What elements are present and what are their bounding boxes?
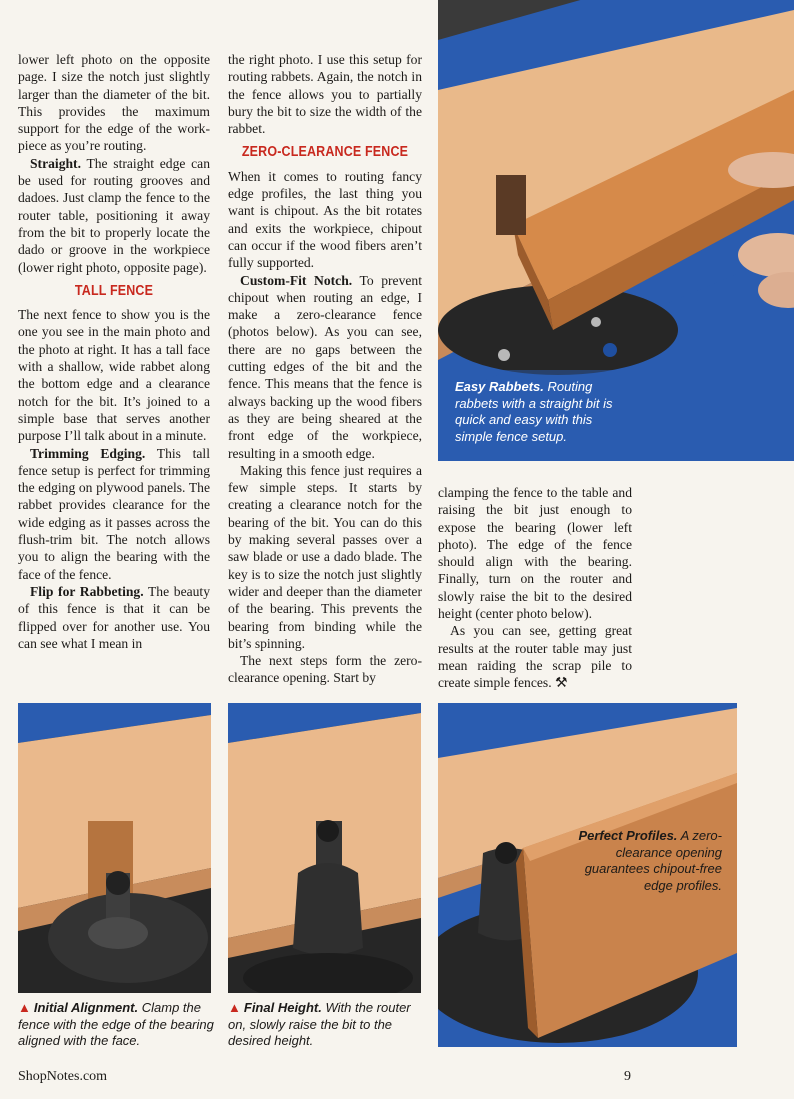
final-height-caption (228, 1000, 424, 1050)
initial-alignment-photo (18, 703, 211, 993)
article-column-2 (228, 51, 422, 687)
easy-rabbets-caption (455, 379, 620, 445)
paragraph-text: To prevent chipout when routing an edge, I make a zero-clearance fence (photos below). As you can see, there are no gaps between the cutting edges of the bit and the fence. This means that the fence is always backing up the wood fibers as they are being sheared at the front edge of the workpiece, resulting in a smooth edge. (228, 272, 422, 461)
caption-text: Clamp the fence with the edge of the bearing aligned with the face. (18, 1000, 214, 1048)
section-heading-zero-clearance: ZERO-CLEARANCE FENCE (241, 144, 409, 161)
caption-text: A zero-clearance opening guarantees chipout-free edge profiles. (584, 828, 722, 893)
body-paragraph: Making this fence just requires a few simple steps. It starts by creating a clearance notch for the bearing of the bit. You can do this by making several passes over a saw blade or use a dado blade. The key is to size the notch just slightly wider and deeper than the diameter of the bearing. This prevents the bearing from binding while the bit’s spinning. (228, 462, 422, 651)
body-paragraph (18, 445, 210, 583)
run-in-heading: Flip for Rabbeting. (30, 583, 144, 599)
article-column-3 (438, 484, 632, 693)
body-paragraph: When it comes to routing fancy edge profiles, the last thing you want is chipout. As the bit rotates and exits the workpiece, chipout can occur if the wood fibers aren’t fully supported. (228, 168, 422, 271)
caption-title: Initial Alignment. (33, 1000, 139, 1015)
page-number: 9 (624, 1069, 631, 1084)
article-column-1 (18, 51, 210, 652)
final-height-illustration (228, 703, 421, 993)
run-in-heading: Custom-Fit Notch. (240, 272, 353, 288)
paragraph-text: This tall fence setup is perfect for trimming the edging on plywood panels. The rabbet provides clearance for the wide edging as it passes across the flush-trim bit. The notch allows you to align the bearing with the face of the fence. (18, 445, 210, 582)
perfect-profiles-caption (560, 828, 722, 894)
caption-text: Routing rabbets with a straight bit is quick and easy with this simple fence setup. (455, 379, 613, 444)
paragraph-text: The beauty of this fence is that it can be flipped over for another use. You can see what I mean in (18, 583, 211, 651)
body-paragraph: The next steps form the zero-clearance opening. Start by (228, 653, 422, 686)
final-height-photo (228, 703, 421, 993)
caption-title: Final Height. (243, 1000, 322, 1015)
triangle-marker-icon: ▲ (228, 1000, 241, 1015)
body-paragraph: clamping the fence to the table and raising the bit just enough to expose the bearing (lower left photo). The edge of the fence should align with the bearing. Finally, turn on the router and slowly raise the bit to the desired height (center photo below). (438, 485, 632, 622)
run-in-heading: Straight. (30, 155, 81, 171)
section-heading-tall-fence: TALL FENCE (74, 282, 154, 299)
body-paragraph: The next fence to show you is the one you see in the main photo and the photo at right. It has a tall face with a shallow, wide rabbet along the bottom edge and a clearance notch for the bit. It’s joined to a simple base that serves another purpose I’ll talk about in a minute. (18, 307, 210, 444)
run-in-heading: Trimming Edging. (30, 445, 146, 461)
paragraph-text: As you can see, getting great results at the router table may just mean raiding the scrap pile to create simple fences. (438, 623, 632, 691)
end-of-article-icon: ⚒ (555, 676, 568, 692)
triangle-marker-icon: ▲ (18, 1000, 31, 1015)
initial-alignment-caption (18, 1000, 214, 1050)
caption-text: With the router on, slowly raise the bit to the desired height. (228, 1000, 411, 1048)
body-paragraph: lower left photo on the opposite page. I size the notch just slightly larger than the diameter of the bit. This provides the maximum support for the edge of the workpiece as you’re routing. (18, 52, 210, 154)
caption-title: Perfect Profiles. (578, 828, 678, 843)
body-paragraph (228, 272, 422, 462)
initial-alignment-illustration (18, 703, 211, 993)
body-paragraph (18, 583, 210, 652)
body-paragraph (18, 155, 210, 276)
body-paragraph (438, 622, 632, 692)
body-paragraph: the right photo. I use this setup for routing rabbets. Again, the notch in the fence allows you to partially bury the bit to size the width of the rabbet. (228, 52, 422, 137)
paragraph-text: The straight edge can be used for routing grooves and dadoes. Just clamp the fence to the router table, positioning it away from the bit to properly locate the dado or groove in the workpiece (lower right photo, opposite page). (18, 155, 210, 275)
caption-title: Easy Rabbets. (455, 379, 544, 394)
footer-site-name: ShopNotes.com (18, 1069, 108, 1084)
